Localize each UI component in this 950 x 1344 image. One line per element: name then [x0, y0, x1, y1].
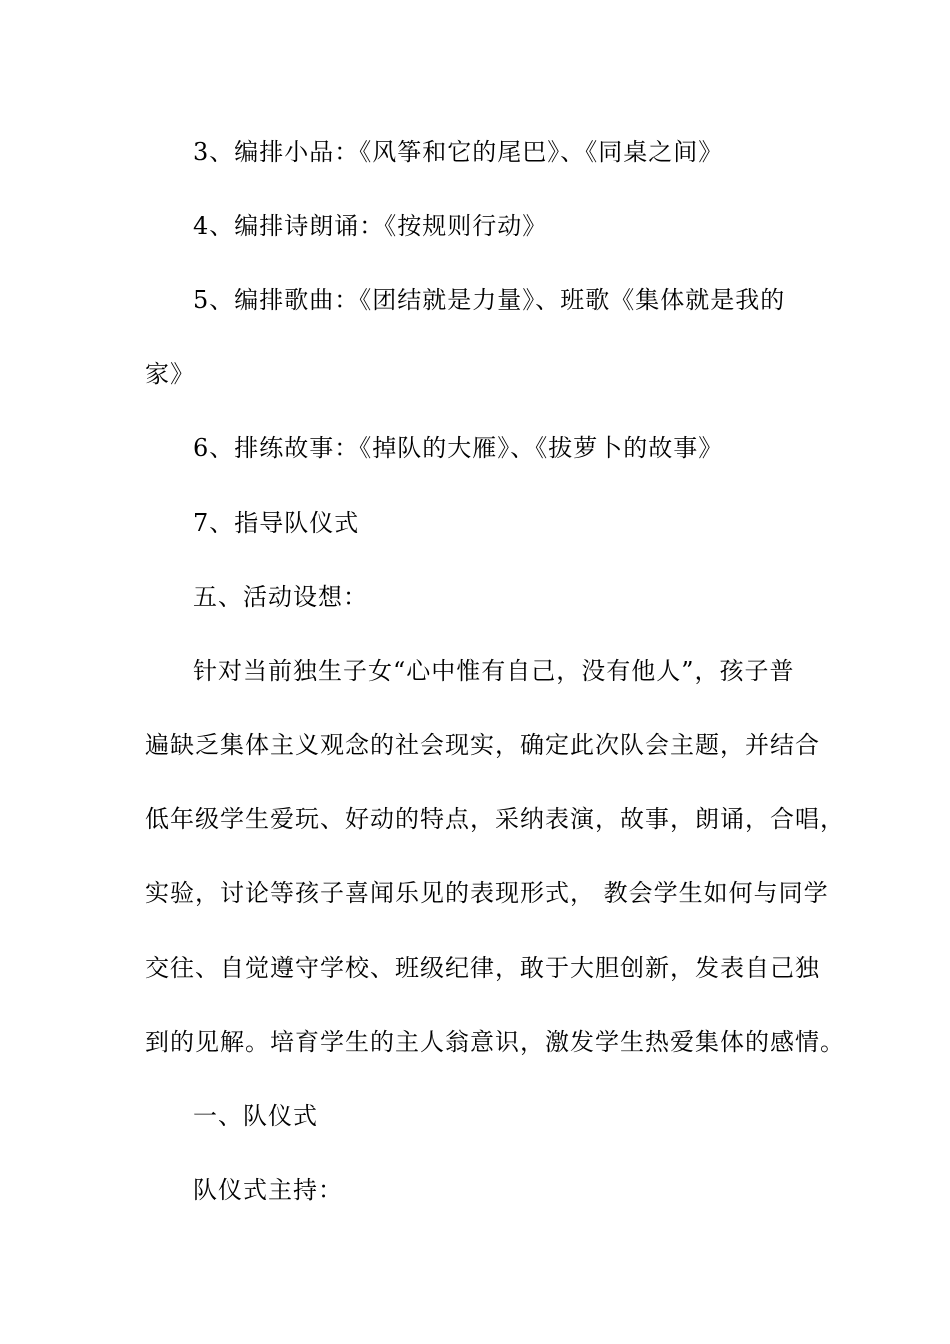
paragraph-line-3: 低年级学生爱玩、好动的特点，采纳表演，故事，朗诵，合唱， [145, 805, 845, 833]
paragraph-line-1: 针对当前独生子女“心中惟有自己，没有他人”，孩子普 [193, 657, 795, 685]
paragraph-line-4: 实验，讨论等孩子喜闻乐见的表现形式， 教会学生如何与同学 [145, 879, 829, 907]
paragraph-line-2: 遍缺乏集体主义观念的社会现实，确定此次队会主题，并结合 [145, 731, 820, 759]
section-heading-activity-idea: 五、活动设想： [193, 583, 368, 611]
text-line-item-6: 6、排练故事：《掉队的大雁》、《拔萝卜的故事》 [193, 434, 724, 462]
text-line-item-5: 5、编排歌曲：《团结就是力量》、班歌《集体就是我的 [193, 286, 786, 314]
text-line-item-3: 3、编排小品：《风筝和它的尾巴》、《同桌之间》 [193, 138, 724, 166]
text-line-item-7: 7、指导队仪式 [193, 509, 360, 537]
paragraph-line-5: 交往、自觉遵守学校、班级纪律，敢于大胆创新，发表自己独 [145, 954, 820, 982]
section-heading-team-ceremony: 一、队仪式 [193, 1102, 318, 1130]
text-line-item-5-continued: 家》 [145, 360, 195, 388]
text-line-item-4: 4、编排诗朗诵：《按规则行动》 [193, 212, 548, 240]
subheading-ceremony-host: 队仪式主持： [193, 1176, 343, 1204]
paragraph-line-6: 到的见解。培育学生的主人翁意识，激发学生热爱集体的感情。 [145, 1028, 845, 1056]
